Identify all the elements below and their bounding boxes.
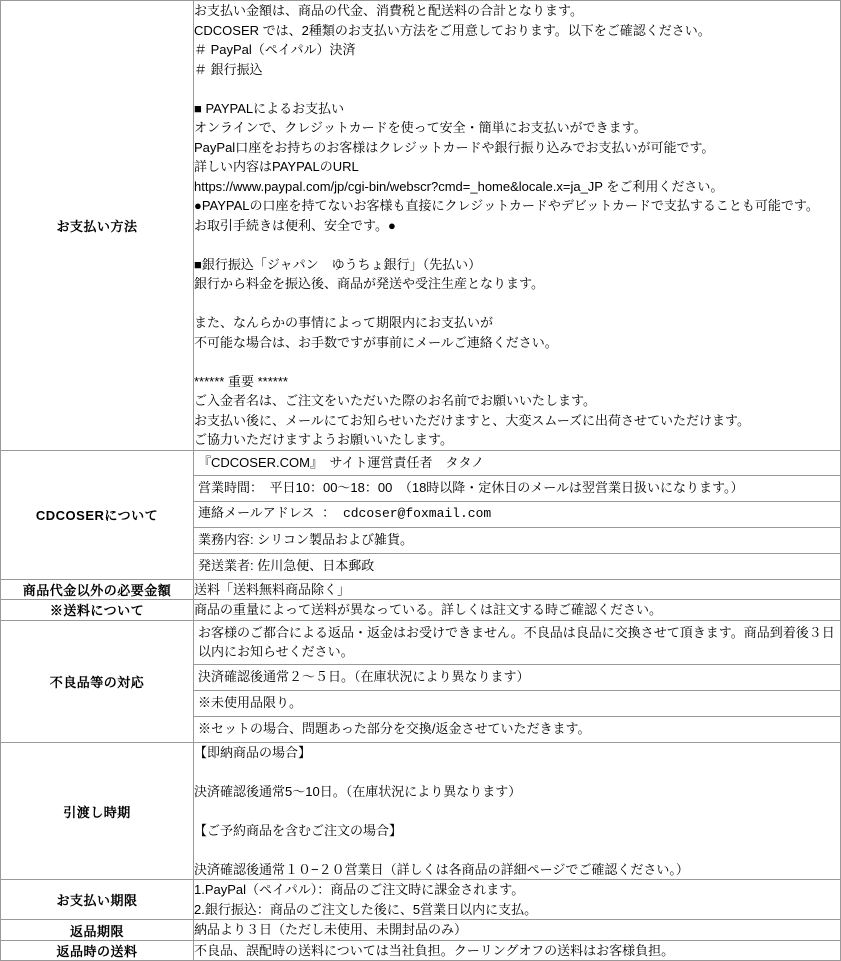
paypal-url-line: https://www.paypal.com/jp/cgi-bin/webscr?cmd=_home&locale.x=ja_JP をご利用ください。 [194, 178, 724, 194]
text-line: ●PAYPALの口座を持てないお客様も直接にクレジットカードやデビットカードで支払することも可能です。 [194, 198, 819, 213]
row-label-defective-goods: 不良品等の対応 [1, 620, 194, 742]
text-line: ■銀行振込「ジャパン ゆうちょ銀行」（先払い） [194, 256, 482, 272]
text-line: 【即納商品の場合】 [194, 744, 312, 760]
table-row [1, 600, 841, 621]
row-label-additional-charges: 商品代金以外の必要金額 [1, 579, 194, 600]
text-line: PayPal口座をお持ちのお客様はクレジットカードや銀行振り込みでお支払いが可能です。 [194, 139, 715, 155]
table-body [1, 1, 841, 961]
sub-line: ※未使用品限り。 [194, 691, 840, 717]
contact-email-line: 連絡メールアドレス ： cdcoser@foxmail.com [194, 502, 840, 528]
table-row [1, 620, 841, 742]
row-label-shipping-fee: ※送料について [1, 600, 194, 621]
row-label-return-deadline: 返品期限 [1, 920, 194, 941]
row-label-about-cdcoser: CDCOSERについて [1, 450, 194, 579]
table-row [1, 579, 841, 600]
row-value-delivery-timing [194, 742, 841, 880]
text-line: ■ PAYPALによるお支払い [194, 100, 345, 116]
row-value-additional-charges: 送料「送料無料商品除く」 [194, 579, 841, 600]
text-line: また、なんらかの事情によって期限内にお支払いが [194, 315, 494, 330]
text-line: 1.PayPal（ペイパル）：商品のご注文時に課金されます。 [194, 882, 525, 898]
text-line: ＃ 銀行振込 [194, 61, 263, 77]
text-line: オンラインで、クレジットカードを使って安全・簡単にお支払いができます。 [194, 120, 647, 135]
row-value-payment-method [194, 1, 841, 451]
row-value-shipping-fee: 商品の重量によって送料が異なっている。詳しくは註文する時ご確認ください。 [194, 600, 841, 621]
text-line: ご協力いただけますようお願いいたします。 [194, 432, 453, 447]
row-label-payment-deadline: お支払い期限 [1, 880, 194, 920]
text-line-blank [194, 840, 840, 860]
text-line: 不可能な場合は、お手数ですが事前にメールご連絡ください。 [194, 334, 558, 350]
text-line: ＃ PayPal（ペイパル）決済 [194, 42, 356, 57]
text-line-blank [194, 294, 840, 314]
table-row [1, 920, 841, 941]
text-line: 【ご予約商品を含むご注文の場合】 [194, 822, 403, 838]
row-value-return-shipping: 不良品、誤配時の送料については当社負担。クーリングオフの送料はお客様負担。 [194, 940, 841, 961]
text-line: 決済確認後通常１０−２０営業日（詳しくは各商品の詳細ページでご確認ください。） [194, 861, 689, 877]
sub-line: 営業時間： 平日10：00〜18：00 （18時以降・定休日のメールは翌営業日扱いになります。） [194, 476, 840, 502]
row-value-payment-deadline [194, 880, 841, 920]
row-label-delivery-timing: 引渡し時期 [1, 742, 194, 880]
text-line: 詳しい内容はPAYPALのURL [194, 159, 359, 174]
text-line: ****** 重要 ****** [194, 373, 288, 389]
text-line-blank [194, 79, 840, 99]
text-line: 銀行から料金を振込後、商品が発送や受注生産となります。 [194, 276, 544, 291]
sub-line: 決済確認後通常２〜５日。（在庫状況により異なります） [194, 665, 840, 691]
text-line-blank [194, 352, 840, 372]
sub-line: 『CDCOSER.COM』 サイト運営責任者 タタノ [194, 451, 840, 477]
text-line-blank [194, 801, 840, 821]
sub-line: 発送業者: 佐川急便、日本郵政 [198, 557, 375, 573]
text-line-blank [194, 762, 840, 782]
table-row [1, 450, 841, 579]
row-label-payment-method: お支払い方法 [1, 1, 194, 451]
table-row [1, 880, 841, 920]
table-row [1, 940, 841, 961]
sub-line: ※セットの場合、問題あった部分を交換/返金させていただきます。 [198, 721, 591, 737]
sub-line: お客様のご都合による返品・返金はお受けできません。不良品は良品に交換させて頂きます。商品到着後３日以内にお知らせください。 [194, 621, 840, 666]
text-line: 2.銀行振込：商品のご注文した後に、5営業日以内に支払。 [194, 901, 538, 917]
text-line: お取引手続きは便利、安全です。● [194, 217, 396, 233]
table-row [1, 1, 841, 451]
text-line: ご入金者名は、ご注文をいただいた際のお名前でお願いいたします。 [194, 393, 596, 408]
text-line: お支払い後に、メールにてお知らせいただけますと、大変スムーズに出荷させていただけます。 [194, 412, 751, 428]
row-label-return-shipping: 返品時の送料 [1, 940, 194, 961]
text-line: CDCOSER では、2種類のお支払い方法をご用意しております。以下をご確認ください。 [194, 22, 711, 38]
row-value-about-cdcoser [194, 450, 841, 579]
table-row [1, 742, 841, 880]
row-value-defective-goods [194, 620, 841, 742]
text-line: お支払い金額は、商品の代金、消費税と配送料の合計となります。 [194, 3, 583, 18]
row-value-return-deadline: 納品より３日（ただし未使用、未開封品のみ） [194, 920, 841, 941]
sub-line: 業務内容: シリコン製品および雑貨。 [194, 528, 840, 554]
text-line-blank [194, 235, 840, 255]
text-line: 決済確認後通常5〜10日。（在庫状況により異なります） [194, 783, 522, 799]
